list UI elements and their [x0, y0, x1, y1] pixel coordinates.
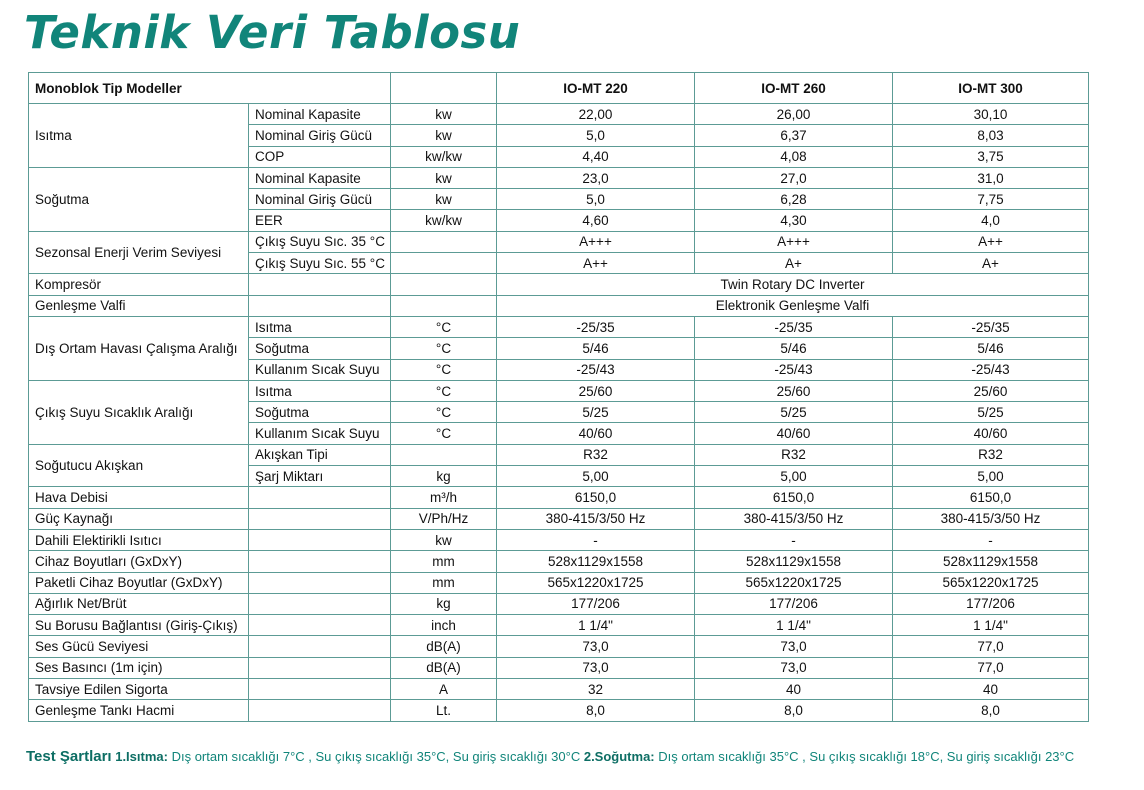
value-cell: 1 1/4": [695, 615, 893, 636]
table-row: [29, 572, 1089, 593]
table-row: [29, 636, 1089, 657]
value-cell: 40/60: [695, 423, 893, 444]
value-cell: 8,0: [497, 700, 695, 721]
unit-cell: V/Ph/Hz: [391, 508, 497, 529]
unit-cell: [391, 231, 497, 252]
value-cell: A+: [893, 253, 1089, 274]
value-cell: -25/43: [497, 359, 695, 380]
unit-cell: °C: [391, 359, 497, 380]
unit-cell: kw: [391, 167, 497, 188]
value-cell: 177/206: [893, 593, 1089, 614]
value-cell: 6150,0: [497, 487, 695, 508]
table-row: [29, 487, 1089, 508]
value-cell: 40/60: [497, 423, 695, 444]
unit-cell: mm: [391, 572, 497, 593]
unit-cell: [391, 253, 497, 274]
row-label: Nominal Giriş Gücü: [249, 125, 391, 146]
value-cell: A++: [497, 253, 695, 274]
row-label: Çıkış Suyu Sıc. 35 °C: [249, 231, 391, 252]
value-cell: 8,0: [893, 700, 1089, 721]
value-cell: 7,75: [893, 189, 1089, 210]
value-cell: -25/43: [893, 359, 1089, 380]
unit-cell: kg: [391, 466, 497, 487]
value-cell: 565x1220x1725: [893, 572, 1089, 593]
value-cell: A++: [893, 231, 1089, 252]
table-row: [29, 700, 1089, 721]
value-cell: 6,37: [695, 125, 893, 146]
unit-cell: kw: [391, 125, 497, 146]
row-label: Şarj Miktarı: [249, 466, 391, 487]
table-row: [29, 508, 1089, 529]
cooling-condition-text: Dış ortam sıcaklığı 35°C , Su çıkış sıcaklığı 18°C, Su giriş sıcaklığı 23°C: [658, 749, 1075, 764]
empty-cell: [249, 700, 391, 721]
table-row: [29, 593, 1089, 614]
unit-cell: mm: [391, 551, 497, 572]
value-cell: A+: [695, 253, 893, 274]
empty-cell: [249, 551, 391, 572]
value-cell: 23,0: [497, 167, 695, 188]
value-cell: 26,00: [695, 104, 893, 125]
model-type-header: Monoblok Tip Modeller: [29, 73, 391, 104]
value-cell: 6,28: [695, 189, 893, 210]
spec-table: [28, 72, 1089, 722]
table-header-row: [29, 73, 1089, 104]
group-label: Isıtma: [29, 104, 249, 168]
value-cell: 3,75: [893, 146, 1089, 167]
value-cell: 25/60: [893, 380, 1089, 401]
value-cell: R32: [893, 444, 1089, 465]
value-cell: 6150,0: [893, 487, 1089, 508]
value-cell: -: [695, 529, 893, 550]
value-cell: -: [893, 529, 1089, 550]
unit-header: [391, 73, 497, 104]
value-cell: 4,0: [893, 210, 1089, 231]
value-cell: 380-415/3/50 Hz: [695, 508, 893, 529]
empty-cell: [249, 487, 391, 508]
row-label: Cihaz Boyutları (GxDxY): [29, 551, 249, 572]
model-header: IO-MT 260: [695, 73, 893, 104]
table-row: [29, 380, 1089, 401]
value-cell: 5,00: [695, 466, 893, 487]
value-cell: 5/46: [695, 338, 893, 359]
value-cell: A+++: [497, 231, 695, 252]
value-cell: 528x1129x1558: [893, 551, 1089, 572]
value-cell: 8,0: [695, 700, 893, 721]
value-cell: 73,0: [695, 657, 893, 678]
row-label: Nominal Giriş Gücü: [249, 189, 391, 210]
row-label: Paketli Cihaz Boyutlar (GxDxY): [29, 572, 249, 593]
value-cell: -25/35: [695, 316, 893, 337]
value-cell: -25/35: [497, 316, 695, 337]
table-row: [29, 104, 1089, 125]
value-cell: 77,0: [893, 636, 1089, 657]
heating-condition-label: 1.Isıtma:: [115, 749, 168, 764]
value-cell: 565x1220x1725: [497, 572, 695, 593]
table-row: [29, 615, 1089, 636]
value-cell: 25/60: [695, 380, 893, 401]
value-cell: 4,08: [695, 146, 893, 167]
unit-cell: kw: [391, 189, 497, 210]
value-cell: 25/60: [497, 380, 695, 401]
value-cell: -: [497, 529, 695, 550]
page-title: Teknik Veri Tablosu: [24, 6, 521, 59]
row-label: Soğutma: [249, 338, 391, 359]
table-row: [29, 316, 1089, 337]
value-cell: 22,00: [497, 104, 695, 125]
unit-cell: dB(A): [391, 657, 497, 678]
value-cell: 380-415/3/50 Hz: [893, 508, 1089, 529]
unit-cell: °C: [391, 316, 497, 337]
row-label: Kullanım Sıcak Suyu: [249, 423, 391, 444]
table-row: [29, 444, 1089, 465]
table-row: [29, 679, 1089, 700]
value-cell: 40: [695, 679, 893, 700]
unit-cell: kw: [391, 529, 497, 550]
group-label: Soğutucu Akışkan: [29, 444, 249, 487]
value-cell: 73,0: [497, 657, 695, 678]
row-label: Güç Kaynağı: [29, 508, 249, 529]
empty-cell: [249, 572, 391, 593]
model-header: IO-MT 300: [893, 73, 1089, 104]
value-cell: 73,0: [695, 636, 893, 657]
unit-cell: Lt.: [391, 700, 497, 721]
value-cell: R32: [497, 444, 695, 465]
test-conditions-label: Test Şartları: [26, 748, 112, 765]
table-row: [29, 551, 1089, 572]
unit-cell: kw/kw: [391, 210, 497, 231]
value-cell: 77,0: [893, 657, 1089, 678]
value-cell: 5,00: [893, 466, 1089, 487]
row-label: Ağırlık Net/Brüt: [29, 593, 249, 614]
value-cell: 177/206: [497, 593, 695, 614]
unit-cell: kw: [391, 104, 497, 125]
value-cell: 1 1/4": [497, 615, 695, 636]
row-label: Isıtma: [249, 380, 391, 401]
unit-cell: °C: [391, 380, 497, 401]
empty-cell: [249, 593, 391, 614]
value-cell: A+++: [695, 231, 893, 252]
row-label: EER: [249, 210, 391, 231]
empty-cell: [249, 529, 391, 550]
row-label: Ses Gücü Seviyesi: [29, 636, 249, 657]
value-cell: 40: [893, 679, 1089, 700]
value-cell: -25/35: [893, 316, 1089, 337]
value-cell: 5/25: [893, 402, 1089, 423]
group-label: Sezonsal Enerji Verim Seviyesi: [29, 231, 249, 274]
value-cell: 31,0: [893, 167, 1089, 188]
empty-cell: [249, 615, 391, 636]
value-cell: 8,03: [893, 125, 1089, 146]
value-cell: 5,00: [497, 466, 695, 487]
spanned-value-cell: Twin Rotary DC Inverter: [497, 274, 1089, 295]
value-cell: -25/43: [695, 359, 893, 380]
row-label: Akışkan Tipi: [249, 444, 391, 465]
value-cell: 380-415/3/50 Hz: [497, 508, 695, 529]
table-row: [29, 274, 1089, 295]
unit-cell: [391, 295, 497, 316]
row-label: Hava Debisi: [29, 487, 249, 508]
value-cell: 5/25: [497, 402, 695, 423]
value-cell: R32: [695, 444, 893, 465]
row-label: Kullanım Sıcak Suyu: [249, 359, 391, 380]
unit-cell: [391, 274, 497, 295]
value-cell: 73,0: [497, 636, 695, 657]
row-label: Isıtma: [249, 316, 391, 337]
group-label: Dış Ortam Havası Çalışma Aralığı: [29, 316, 249, 380]
empty-cell: [249, 679, 391, 700]
unit-cell: inch: [391, 615, 497, 636]
spanned-value-cell: Elektronik Genleşme Valfi: [497, 295, 1089, 316]
unit-cell: dB(A): [391, 636, 497, 657]
value-cell: 40/60: [893, 423, 1089, 444]
unit-cell: °C: [391, 402, 497, 423]
empty-cell: [249, 295, 391, 316]
row-label: Su Borusu Bağlantısı (Giriş-Çıkış): [29, 615, 249, 636]
value-cell: 5/46: [497, 338, 695, 359]
unit-cell: A: [391, 679, 497, 700]
row-label: Nominal Kapasite: [249, 104, 391, 125]
value-cell: 4,30: [695, 210, 893, 231]
table-row: [29, 529, 1089, 550]
value-cell: 4,60: [497, 210, 695, 231]
value-cell: 177/206: [695, 593, 893, 614]
value-cell: 5/46: [893, 338, 1089, 359]
row-label: Nominal Kapasite: [249, 167, 391, 188]
empty-cell: [249, 508, 391, 529]
unit-cell: kw/kw: [391, 146, 497, 167]
empty-cell: [249, 274, 391, 295]
test-conditions: [26, 748, 1074, 765]
value-cell: 30,10: [893, 104, 1089, 125]
unit-cell: [391, 444, 497, 465]
value-cell: 4,40: [497, 146, 695, 167]
row-label: Ses Basıncı (1m için): [29, 657, 249, 678]
unit-cell: °C: [391, 423, 497, 444]
table-row: [29, 295, 1089, 316]
table-row: [29, 167, 1089, 188]
value-cell: 528x1129x1558: [695, 551, 893, 572]
row-label: Çıkış Suyu Sıc. 55 °C: [249, 253, 391, 274]
table-row: [29, 231, 1089, 252]
row-label: Tavsiye Edilen Sigorta: [29, 679, 249, 700]
group-label: Soğutma: [29, 167, 249, 231]
table-row: [29, 657, 1089, 678]
unit-cell: kg: [391, 593, 497, 614]
row-label: Genleşme Valfi: [29, 295, 249, 316]
unit-cell: m³/h: [391, 487, 497, 508]
unit-cell: °C: [391, 338, 497, 359]
row-label: COP: [249, 146, 391, 167]
value-cell: 1 1/4": [893, 615, 1089, 636]
cooling-condition-label: 2.Soğutma:: [583, 749, 655, 764]
value-cell: 565x1220x1725: [695, 572, 893, 593]
row-label: Genleşme Tankı Hacmi: [29, 700, 249, 721]
value-cell: 5,0: [497, 125, 695, 146]
model-header: IO-MT 220: [497, 73, 695, 104]
row-label: Soğutma: [249, 402, 391, 423]
value-cell: 27,0: [695, 167, 893, 188]
row-label: Dahili Elektirikli Isıtıcı: [29, 529, 249, 550]
value-cell: 5/25: [695, 402, 893, 423]
value-cell: 5,0: [497, 189, 695, 210]
value-cell: 6150,0: [695, 487, 893, 508]
row-label: Kompresör: [29, 274, 249, 295]
empty-cell: [249, 657, 391, 678]
group-label: Çıkış Suyu Sıcaklık Aralığı: [29, 380, 249, 444]
value-cell: 528x1129x1558: [497, 551, 695, 572]
heating-condition-text: Dış ortam sıcaklığı 7°C , Su çıkış sıcaklığı 35°C, Su giriş sıcaklığı 30°C: [171, 749, 581, 764]
value-cell: 32: [497, 679, 695, 700]
empty-cell: [249, 636, 391, 657]
